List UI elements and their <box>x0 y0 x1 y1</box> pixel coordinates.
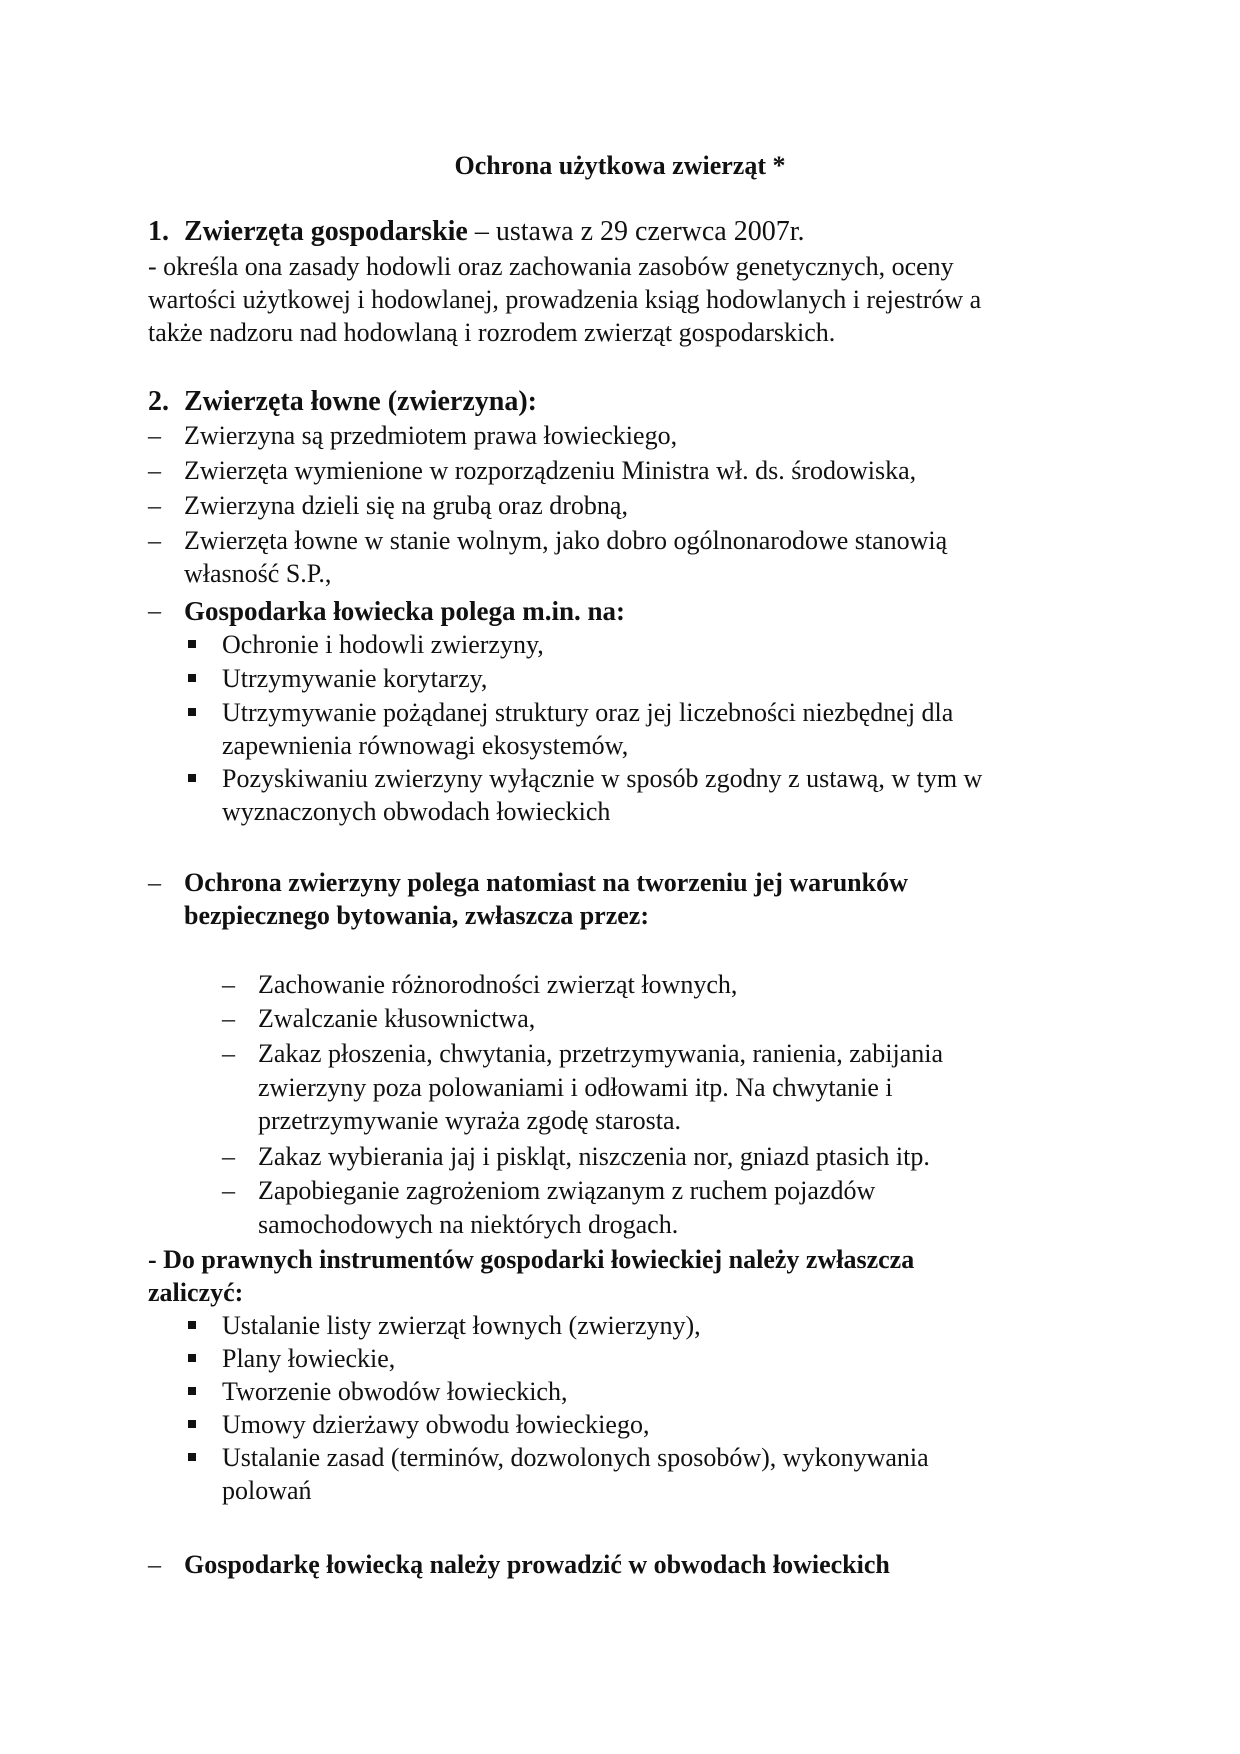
section-1-heading-rest: – ustawa z 29 czerwca 2007r. <box>467 216 805 247</box>
section-1-heading-bold: Zwierzęta gospodarskie <box>184 216 468 247</box>
bullet-item: Pozyskiwaniu zwierzyny wyłącznie w sposób zgodny z ustawą, w tym w <box>222 764 983 793</box>
ochrona-item: Zakaz wybierania jaj i piskląt, niszczenia nor, gniazd ptasich itp. <box>258 1142 930 1171</box>
ochrona-item: Zapobieganie zagrożeniom związanym z ruchem pojazdów <box>258 1176 876 1205</box>
document-title: Ochrona użytkowa zwierząt * <box>454 151 786 180</box>
bullet-item-continuation: wyznaczonych obwodach łowieckich <box>222 797 611 826</box>
section-2-number: 2. <box>148 386 169 417</box>
ochrona-item: Zachowanie różnorodności zwierząt łownych, <box>258 970 738 999</box>
dash-marker: – <box>148 1550 161 1579</box>
dash-marker: – <box>148 421 161 450</box>
bullet-square-icon <box>188 1420 196 1428</box>
ochrona-item: Zwalczanie kłusownictwa, <box>258 1004 536 1033</box>
section-1-body-line-1: - określa ona zasady hodowli oraz zachowania zasobów genetycznych, oceny <box>148 252 954 281</box>
dash-marker: – <box>222 1039 235 1068</box>
instrument-item: Tworzenie obwodów łowieckich, <box>222 1377 568 1406</box>
final-statement: Gospodarkę łowiecką należy prowadzić w obwodach łowieckich <box>184 1550 890 1579</box>
dash-marker: – <box>222 970 235 999</box>
bullet-item-continuation: zapewnienia równowagi ekosystemów, <box>222 731 629 760</box>
list-item: Zwierzęta łowne w stanie wolnym, jako dobro ogólnonarodowe stanowią <box>184 526 948 555</box>
ochrona-item: Zakaz płoszenia, chwytania, przetrzymywania, ranienia, zabijania <box>258 1039 944 1068</box>
dash-marker: – <box>148 456 161 485</box>
bullet-square-icon <box>188 1321 196 1329</box>
ochrona-heading-line-1: Ochrona zwierzyny polega natomiast na tworzeniu jej warunków <box>184 868 908 897</box>
bullet-item: Utrzymywanie korytarzy, <box>222 664 488 693</box>
section-2-heading: Zwierzęta łowne (zwierzyna): <box>184 386 537 417</box>
ochrona-item-continuation: zwierzyny poza polowaniami i odłowami itp. Na chwytanie i <box>258 1073 893 1102</box>
gospodarka-heading: Gospodarka łowiecka polega m.in. na: <box>184 596 626 626</box>
list-item: Zwierzyna są przedmiotem prawa łowieckiego, <box>184 421 678 450</box>
dash-marker: – <box>148 596 161 625</box>
bullet-square-icon <box>188 774 196 782</box>
instrument-item: Umowy dzierżawy obwodu łowieckiego, <box>222 1410 650 1439</box>
section-1-body-line-2: wartości użytkowej i hodowlanej, prowadzenia ksiąg hodowlanych i rejestrów a <box>148 285 982 314</box>
bullet-item: Ochronie i hodowli zwierzyny, <box>222 630 544 659</box>
section-1-number: 1. <box>148 216 169 247</box>
instrument-item: Plany łowieckie, <box>222 1344 396 1373</box>
ochrona-heading-line-2: bezpiecznego bytowania, zwłaszcza przez: <box>184 901 649 930</box>
bullet-square-icon <box>188 1354 196 1362</box>
bullet-square-icon <box>188 674 196 682</box>
list-item: Zwierzęta wymienione w rozporządzeniu Ministra wł. ds. środowiska, <box>184 456 917 485</box>
section-1-body-line-3: także nadzoru nad hodowlaną i rozrodem zwierząt gospodarskich. <box>148 318 836 347</box>
list-item-continuation: własność S.P., <box>184 559 332 588</box>
dash-marker: – <box>148 526 161 555</box>
list-item: Zwierzyna dzieli się na grubą oraz drobną, <box>184 491 628 520</box>
dash-marker: – <box>222 1176 235 1205</box>
bullet-square-icon <box>188 708 196 716</box>
bullet-square-icon <box>188 1453 196 1461</box>
ochrona-item-continuation: samochodowych na niektórych drogach. <box>258 1210 679 1239</box>
instrumenty-heading-line-2: zaliczyć: <box>148 1278 244 1307</box>
dash-marker: – <box>222 1142 235 1171</box>
bullet-square-icon <box>188 640 196 648</box>
instrument-item-continuation: polowań <box>222 1476 312 1505</box>
section-1-heading <box>184 214 805 250</box>
instrument-item: Ustalanie zasad (terminów, dozwolonych sposobów), wykonywania <box>222 1443 929 1472</box>
bullet-item: Utrzymywanie pożądanej struktury oraz jej liczebności niezbędnej dla <box>222 698 954 727</box>
instrument-item: Ustalanie listy zwierząt łownych (zwierzyny), <box>222 1311 701 1340</box>
dash-marker: – <box>148 491 161 520</box>
dash-marker: – <box>148 868 161 897</box>
dash-marker: – <box>222 1004 235 1033</box>
bullet-square-icon <box>188 1387 196 1395</box>
ochrona-item-continuation: przetrzymywanie wyraża zgodę starosta. <box>258 1106 682 1135</box>
instrumenty-heading-line-1: - Do prawnych instrumentów gospodarki łowieckiej należy zwłaszcza <box>148 1245 915 1274</box>
